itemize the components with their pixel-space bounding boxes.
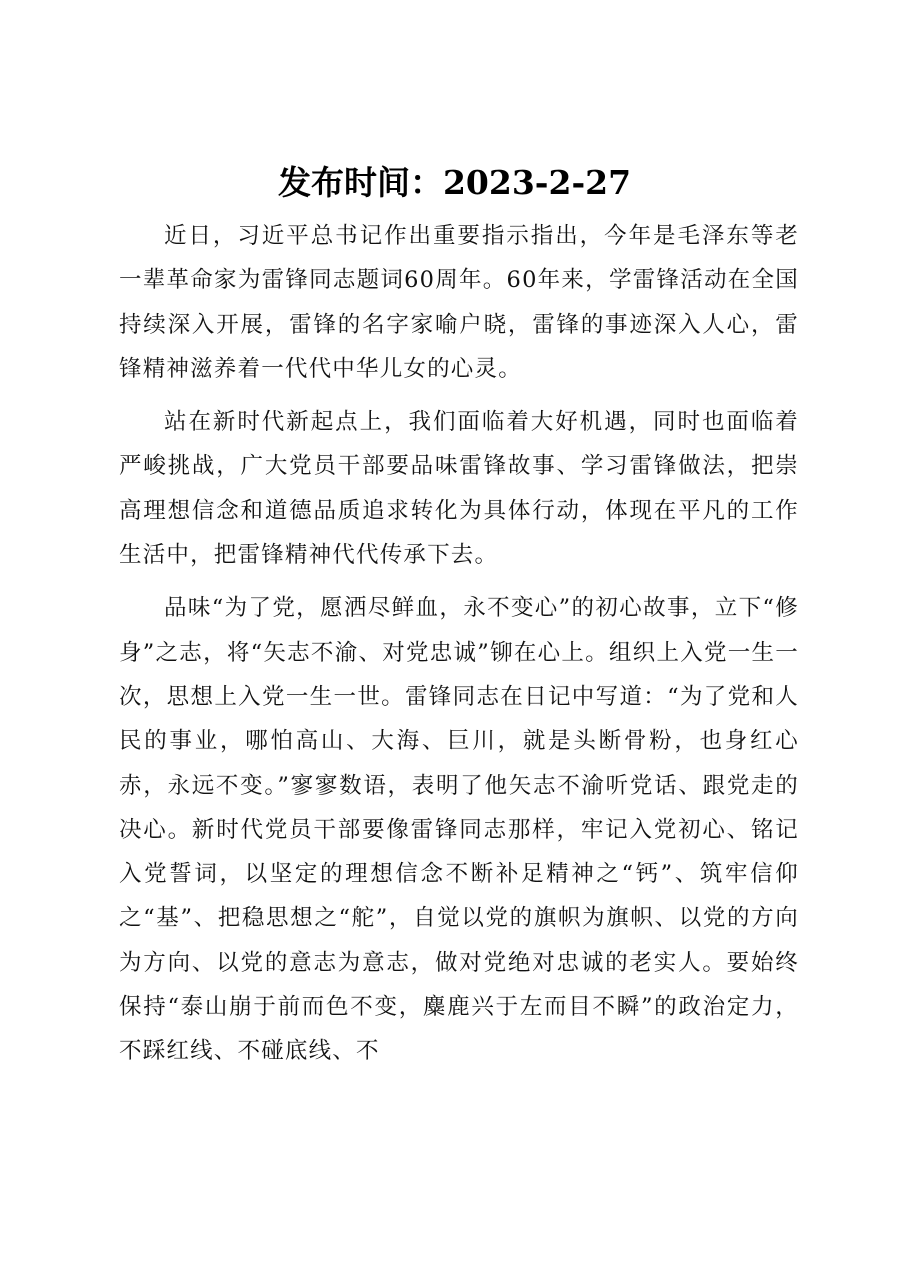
document-body: [119, 214, 799, 1083]
paragraph: 近日，习近平总书记作出重要指示指出，今年是毛泽东等老一辈革命家为雷锋同志题词60周年。60年来，学雷锋活动在全国持续深入开展，雷锋的名字家喻户晓，雷锋的事迹深入人心，雷锋精神滋养着一代代中华儿女的心灵。: [119, 223, 799, 382]
paragraph: 站在新时代新起点上，我们面临着大好机遇，同时也面临着严峻挑战，广大党员干部要品味雷锋故事、学习雷锋做法，把崇高理想信念和道德品质追求转化为具体行动，体现在平凡的工作生活中，把雷锋精神代代传承下去。: [119, 409, 799, 569]
paragraph: 品味“为了党，愿洒尽鲜血，永不变心”的初心故事，立下“修身”之志，将“矢志不渝、对党忠诚”铆在心上。组织上入党一生一次，思想上入党一生一世。雷锋同志在日记中写道：“为了党和人民的事业，哪怕高山、大海、巨川，就是头断骨粉，也身红心赤，永远不变。”寥寥数语，表明了他矢志不渝听党话、跟党走的决心。新时代党员干部要像雷锋同志那样，牢记入党初心、铭记入党誓词，以坚定的理想信念不断补足精神之“钙”、筑牢信仰之“基”、把稳思想之“舵”，自觉以党的旗帜为旗帜、以党的方向为方向、以党的意志为意志，做对党绝对忠诚的老实人。要始终保持“泰山崩于前而色不变，麋鹿兴于左而目不瞬”的政治定力，不踩红线、不碰底线、不: [119, 595, 799, 1065]
document-title: 发布时间：2023-2-27: [277, 163, 632, 202]
